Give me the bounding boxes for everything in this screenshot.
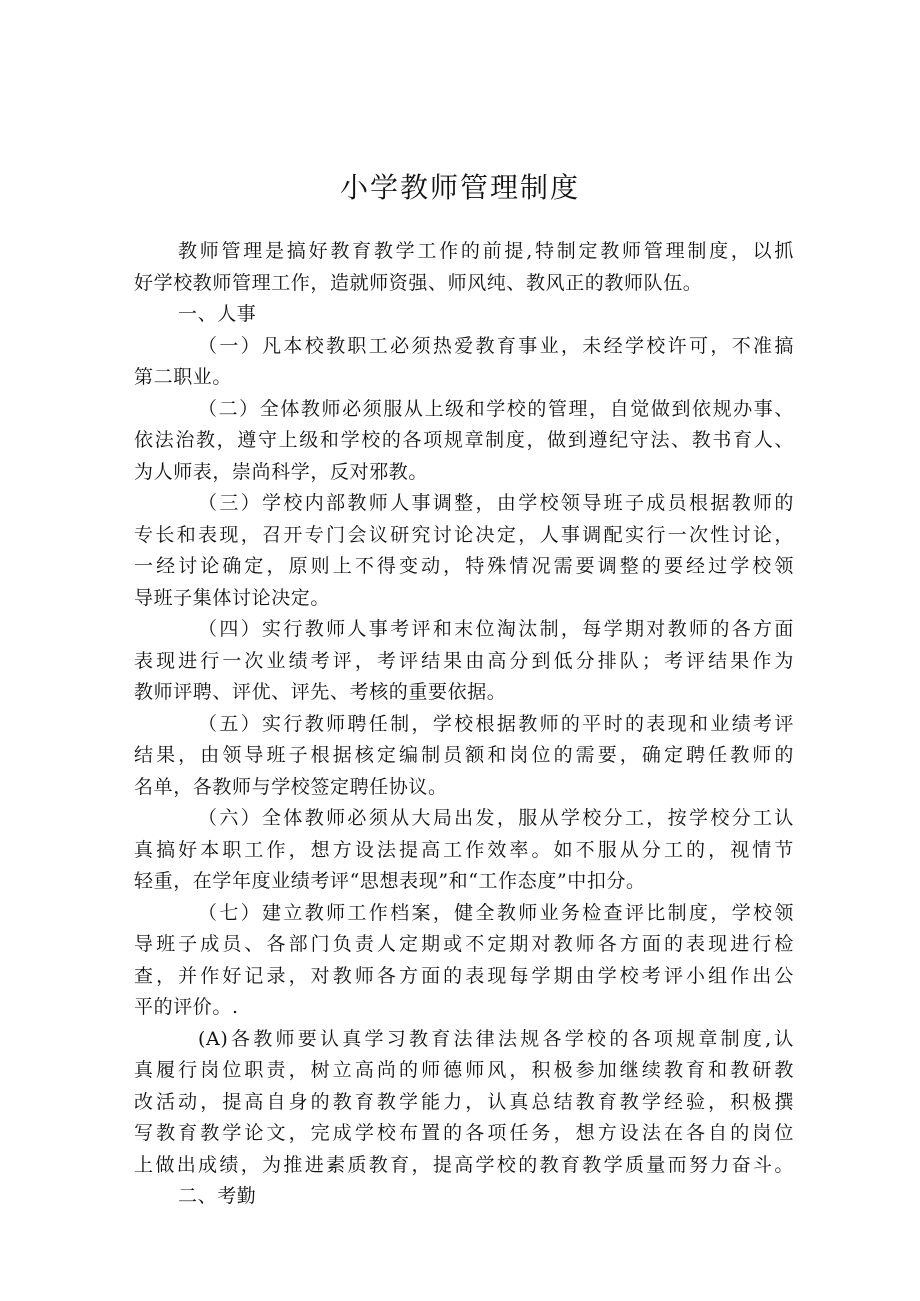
paragraph-line: 名单，各教师与学校签定聘任协议。 [134,775,448,798]
paragraph-line: 轻重，在学年度业绩考评“思想表现”和“工作态度”中扣分。 [134,870,646,892]
paragraph-line: 专长和表现，召开专门会议研究讨论决定，人事调配实行一次性讨论， [134,523,794,546]
paragraph-line: （六）全体教师必须从大局出发，服从学校分工，按学校分工认 [198,807,794,829]
paragraph-line: （一）凡本校教职工必须热爱教育事业，未经学校许可，不准搞 [198,334,794,357]
paragraph-line: 依法治教，遵守上级和学校的各项规章制度，做到遵纪守法、教书育人、 [134,429,794,451]
paragraph-line: 教师管理是搞好教育教学工作的前提,特制定教师管理制度，以抓 [178,240,794,262]
paragraph-line: 上做出成绩，为推进素质教育，提高学校的教育教学质量而努力奋斗。 [134,1153,794,1176]
paragraph-line: 二、考勤 [178,1185,257,1207]
paragraph-line: 结果，由领导班子根据核定编制员额和岗位的需要，确定聘任教师的 [134,744,794,766]
document-title: 小学教师管理制度 [339,171,580,204]
paragraph-line: 查，并作好记录，对教师各方面的表现每学期由学校考评小组作出公 [134,964,794,987]
paragraph-line: (A)各教师要认真学习教育法律法规各学校的各项规章制度,认 [198,1027,794,1050]
paragraph-line: （七）建立教师工作档案，健全教师业务检查评比制度，学校领 [198,901,794,924]
paragraph-line: （二）全体教师必须服从上级和学校的管理，自觉做到依规办事、 [198,397,794,420]
paragraph-line: 教师评聘、评优、评先、考核的重要依据。 [134,681,507,703]
paragraph-line: 一经讨论确定，原则上不得变动，特殊情况需要调整的要经过学校领 [134,555,794,577]
paragraph-line: 好学校教师管理工作，造就师资强、师风纯、教风正的教师队伍。 [134,271,703,294]
paragraph-line: （五）实行教师聘任制，学校根据教师的平时的表现和业绩考评 [198,712,794,735]
paragraph-line: （四）实行教师人事考评和末位淘汰制，每学期对教师的各方面 [198,618,794,640]
paragraph-line: 写教育教学论文，完成学校布置的各项任务，想方设法在各自的岗位 [134,1122,794,1144]
document-body [134,236,794,1213]
paragraph-line: 表现进行一次业绩考评，考评结果由高分到低分排队；考评结果作为 [134,649,794,672]
paragraph-line: 一、人事 [178,303,257,325]
paragraph-line: 平的评价。. [134,996,239,1018]
paragraph-line: （三）学校内部教师人事调整，由学校领导班子成员根据教师的 [198,492,794,514]
paragraph-line: 为人师表，崇尚科学，反对邪教。 [134,460,429,483]
paragraph-line: 导班子集体讨论决定。 [134,586,331,609]
paragraph-line: 导班子成员、各部门负责人定期或不定期对教师各方面的表现进行检 [134,933,794,955]
paragraph-line: 改活动，提高自身的教育教学能力，认真总结教育教学经验，积极撰 [134,1090,794,1113]
paragraph-line: 真搞好本职工作，想方设法提高工作效率。如不服从分工的，视情节 [134,838,794,861]
paragraph-line: 第二职业。 [134,366,233,388]
paragraph-line: 真履行岗位职责，树立高尚的师德师风，积极参加继续教育和教研教 [134,1059,794,1081]
